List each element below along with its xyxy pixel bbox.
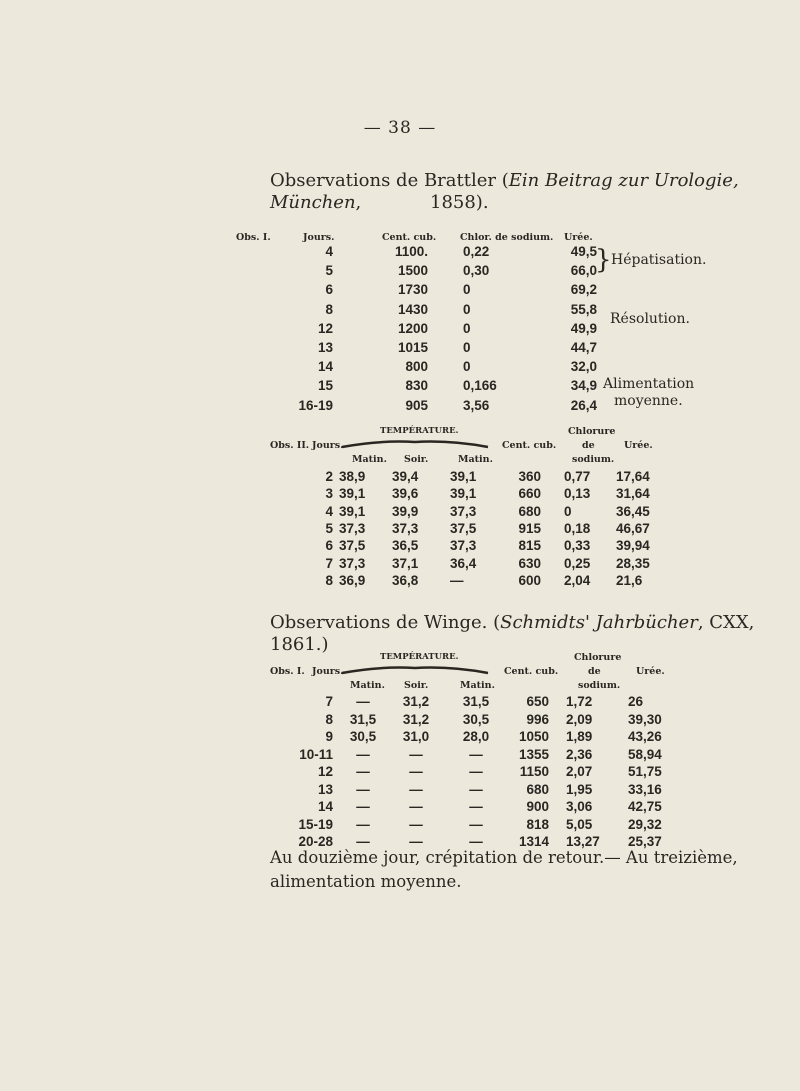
cell-cent: 680 [526,781,549,797]
cell-cent: 650 [526,694,549,709]
cell-jours: 7 [325,555,333,571]
note-resolution: Résolution. [610,311,690,327]
section3-title-italic: Schmidts' Jahrbücher [500,612,698,633]
cell-cent: 915 [518,520,541,536]
cell-jours: 3 [325,486,333,502]
cell-soir: 39,4 [392,469,419,484]
section1-title-line2: 1858). [430,192,489,213]
cell-uree: 66,0 [570,263,597,279]
cell-cent: 1200 [397,320,428,336]
cell-uree: 21,6 [616,572,643,588]
cell-chlor: 0,25 [564,555,591,571]
cell-jours: 8 [325,301,333,317]
header-obs: Obs. II. [270,440,310,451]
cell-uree: 58,94 [628,746,662,762]
cell-chlor: 1,72 [566,694,593,709]
header-chlorure: Chlorure [574,652,622,663]
cell-soir: — [409,764,423,779]
cell-chlor: 0,166 [463,378,497,394]
cell-cent: 800 [405,359,428,375]
note-alimentation: Alimentation [603,376,695,392]
brace-symbol: } [595,245,612,275]
cell-uree: 39,30 [628,711,662,727]
cell-cent: 905 [405,397,428,413]
cell-cent: 360 [518,469,541,484]
cell-matin: — [356,781,370,797]
cell-chlor: 0,22 [463,244,490,259]
closing-line-1: Au douzième jour, crépitation de retour.— Au treizième, [270,848,738,867]
section1-title-italic: Ein Beitrag zur Urologie, München [270,170,739,213]
cell-soir: — [409,746,423,762]
header-sodium: sodium. [572,454,615,465]
cell-chlor: 0 [463,320,471,336]
cell-matin: 38,9 [339,469,366,484]
cell-uree: 46,67 [616,520,650,536]
cell-matin2: 37,3 [450,503,477,519]
cell-jours: 6 [325,538,333,554]
cell-chlor: 0 [463,301,471,317]
cell-chlor: 2,09 [566,711,593,727]
cell-jours: 14 [317,359,333,375]
cell-matin: — [356,764,370,779]
cell-cent: 1050 [518,729,549,744]
cell-matin: 39,1 [339,503,366,519]
cell-matin2: — [450,572,464,588]
cell-uree: 55,8 [570,301,597,317]
cell-matin: — [356,694,370,709]
cell-matin: — [356,834,370,849]
cell-jours: 4 [325,503,333,519]
cell-matin: 31,5 [349,711,377,727]
cell-cent: 1100. [394,244,428,259]
cell-jours: 5 [325,520,333,536]
cell-chlor: 2,36 [566,746,593,762]
cell-matin: 30,5 [349,729,377,744]
cell-jours: 14 [317,799,333,814]
note-moyenne: moyenne. [614,393,683,409]
cell-matin: 37,3 [339,555,366,571]
cell-jours: 8 [325,572,333,588]
header-cent-cub: Cent. cub. [382,232,437,243]
section1-title-suffix: , [355,192,362,213]
cell-chlor: 0,18 [564,520,591,536]
cell-cent: 1430 [397,301,428,317]
section1-title-prefix: Observations de Brattler ( [270,170,509,191]
cell-cent: 1015 [397,340,428,355]
cell-jours: 13 [317,781,333,797]
cell-cent: 900 [526,799,549,814]
section3-title [270,612,800,656]
cell-matin2: — [469,764,483,779]
cell-uree: 34,9 [570,378,597,394]
page-number: — 38 — [363,118,437,138]
cell-soir: — [409,781,423,797]
cell-cent: 818 [526,816,549,832]
cell-jours: 8 [325,711,333,727]
cell-soir: — [409,834,423,849]
cell-uree: 33,16 [628,781,662,797]
cell-uree: 25,37 [628,834,662,849]
cell-uree: 31,64 [616,486,650,502]
cell-cent: 996 [526,711,549,727]
cell-chlor: 3,56 [463,397,490,413]
cell-jours: 13 [317,340,333,355]
cell-matin: — [356,746,370,762]
cell-uree: 28,35 [616,555,650,571]
header-matin-2: Matin. [458,454,493,465]
header-sodium: sodium. [578,680,621,691]
header-obs: Obs. I. [270,666,305,677]
cell-cent: 1150 [519,764,549,779]
cell-matin2: — [469,799,483,814]
cell-uree: 32,0 [570,359,597,375]
cell-uree: 51,75 [628,764,662,779]
cell-chlor: 5,05 [566,816,593,832]
cell-uree: 39,94 [616,538,650,554]
cell-soir: 36,5 [392,538,419,554]
cell-matin2: — [469,834,483,849]
header-obs: Obs. I. [236,232,271,243]
section1-title [270,170,790,214]
cell-matin2: 28,0 [462,729,490,744]
cell-matin2: 39,1 [450,469,477,484]
cell-chlor: 0,77 [564,469,591,484]
cell-chlor: 0 [463,282,471,298]
cell-chlor: 0 [564,503,572,519]
cell-soir: 31,2 [402,694,430,709]
cell-matin: — [356,799,370,814]
header-matin: Matin. [352,454,387,465]
cell-matin: 37,5 [339,538,366,554]
cell-jours: 20-28 [298,834,333,849]
header-soir: Soir. [404,680,429,691]
cell-uree: 42,75 [628,799,662,814]
cell-cent: 1730 [397,282,428,298]
cell-matin2: 37,5 [450,520,477,536]
cell-soir: — [409,816,423,832]
cell-uree: 29,32 [628,816,662,832]
cell-soir: 39,6 [392,486,419,502]
cell-chlor: 0,13 [564,486,591,502]
cell-uree: 26,4 [570,397,597,413]
cell-soir: 31,2 [402,711,430,727]
header-temperature: TEMPÉRATURE. [380,426,459,436]
cell-matin2: 30,5 [462,711,490,727]
cell-cent: 600 [518,572,541,588]
cell-chlor: 2,04 [564,572,591,588]
cell-chlor: 1,95 [566,781,593,797]
cell-jours: 9 [325,729,333,744]
cell-uree: 69,2 [570,282,597,298]
cell-soir: 31,0 [402,729,430,744]
header-uree: Urée. [564,232,593,243]
cell-matin2: 37,3 [450,538,477,554]
cell-uree: 49,5 [570,244,597,259]
header-uree: Urée. [624,440,653,451]
header-temperature: TEMPÉRATURE. [380,652,459,662]
cell-matin2: — [469,816,483,832]
section3-title-prefix: Observations de Winge. ( [270,612,501,633]
cell-soir: 37,3 [392,520,419,536]
cell-soir: — [409,799,423,814]
header-jours: Jours. [303,232,335,243]
header-cent-cub: Cent. cub. [502,440,557,451]
closing-line-2: alimentation moyenne. [270,872,462,891]
cell-cent: 660 [518,486,541,502]
cell-soir: 37,1 [392,555,419,571]
header-chlor-sodium: Chlor. de sodium. [460,232,554,243]
cell-jours: 6 [325,282,333,298]
temperature-bracket [340,437,490,451]
cell-matin2: — [469,781,483,797]
header-de: de [588,666,601,677]
cell-chlor: 13,27 [566,834,600,849]
temperature-bracket [340,663,490,677]
cell-matin: 39,1 [339,486,366,502]
header-chlorure: Chlorure [568,426,616,437]
cell-matin: 37,3 [339,520,366,536]
cell-jours: 5 [325,263,333,279]
cell-uree: 26 [628,694,644,709]
cell-jours: 15 [317,378,333,394]
cell-cent: 1314 [518,834,549,849]
header-de: de [582,440,595,451]
cell-uree: 49,9 [570,320,597,336]
cell-matin2: 31,5 [462,694,490,709]
cell-chlor: 3,06 [566,799,593,814]
cell-cent: 1500 [397,263,428,279]
cell-chlor: 0,30 [463,263,490,279]
cell-matin2: 36,4 [450,555,477,571]
cell-uree: 36,45 [616,503,650,519]
header-matin: Matin. [350,680,385,691]
section3-title-suffix: , CXX, 1861.) [270,612,755,655]
cell-jours: 2 [325,469,333,484]
cell-cent: 815 [518,538,541,554]
cell-chlor: 2,07 [566,764,593,779]
cell-jours: 4 [325,244,333,259]
cell-matin2: — [469,746,483,762]
header-matin-2: Matin. [460,680,495,691]
cell-matin2: 39,1 [450,486,477,502]
cell-cent: 680 [518,503,541,519]
cell-chlor: 1,89 [566,729,593,744]
cell-soir: 39,9 [392,503,419,519]
header-jours: Jours. [312,440,344,451]
cell-uree: 43,26 [628,729,662,744]
header-cent-cub: Cent. cub. [504,666,559,677]
cell-cent: 830 [405,378,428,394]
header-jours: Jours. [312,666,344,677]
cell-chlor: 0,33 [564,538,591,554]
cell-jours: 10-11 [299,746,333,762]
cell-jours: 16-19 [298,397,333,413]
cell-uree: 17,64 [616,469,650,484]
note-hepatisation: Hépatisation. [611,252,707,268]
cell-jours: 7 [325,694,333,709]
cell-chlor: 0 [463,359,471,375]
cell-jours: 15-19 [298,816,333,832]
cell-jours: 12 [317,320,333,336]
cell-jours: 12 [317,764,333,779]
cell-chlor: 0 [463,340,471,355]
cell-cent: 1355 [518,746,549,762]
header-soir: Soir. [404,454,429,465]
cell-cent: 630 [518,555,541,571]
cell-matin: 36,9 [339,572,366,588]
header-uree: Urée. [636,666,665,677]
cell-uree: 44,7 [570,340,597,355]
cell-soir: 36,8 [392,572,419,588]
cell-matin: — [356,816,370,832]
